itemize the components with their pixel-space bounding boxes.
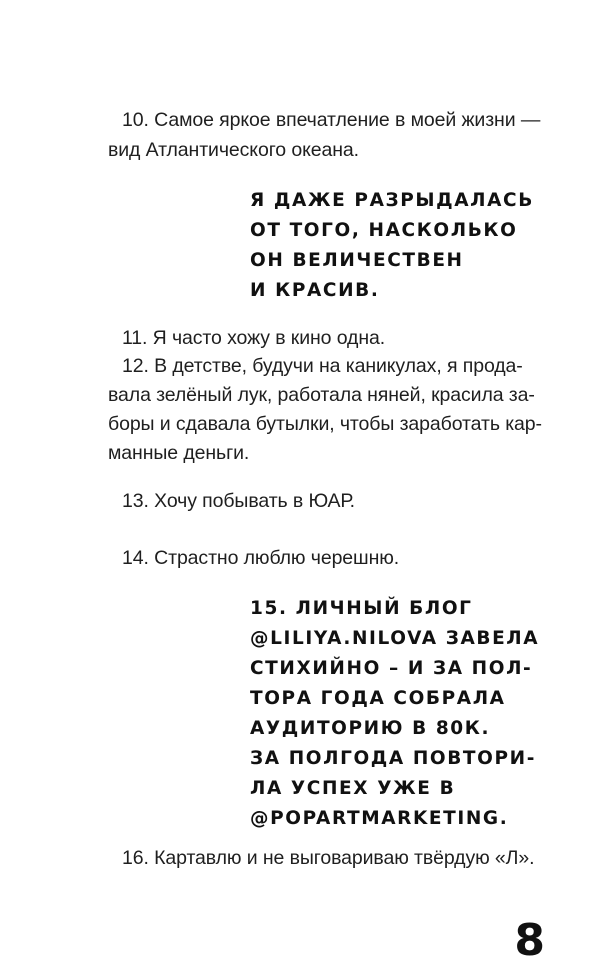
pull-quote-1-line: ОН ВЕЛИЧЕСТВЕН xyxy=(250,250,464,271)
pull-quote-2 xyxy=(250,594,539,834)
item-12-line-3: боры и сдавала бутылки, чтобы заработать кар- xyxy=(108,413,542,435)
item-14-line-1: 14. Страстно люблю черешню. xyxy=(122,547,400,569)
pull-quote-2-line: ЗА ПОЛГОДА ПОВТОРИ- xyxy=(250,748,537,769)
pull-quote-2-line: АУДИТОРИЮ В 80К. xyxy=(250,718,491,739)
pull-quote-1-line: Я ДАЖЕ РАЗРЫДАЛАСЬ xyxy=(250,190,534,211)
pull-quote-1 xyxy=(250,186,534,306)
pull-quote-2-line: 15. ЛИЧНЫЙ БЛОГ xyxy=(250,598,473,619)
item-11-line-1: 11. Я часто хожу в кино одна. xyxy=(122,327,386,349)
item-10-line-1: 10. Самое яркое впечатление в моей жизни — xyxy=(122,109,541,131)
item-12-line-1: 12. В детстве, будучи на каникулах, я прода- xyxy=(122,355,523,377)
item-12-line-2: вала зелёный лук, работала няней, красила за- xyxy=(108,384,535,406)
pull-quote-1-line: ОТ ТОГО, НАСКОЛЬКО xyxy=(250,220,518,241)
page-number: 8 xyxy=(514,915,545,966)
item-16-line-1: 16. Картавлю и не выговариваю твёрдую «Л». xyxy=(122,847,535,869)
pull-quote-2-line: ЛА УСПЕХ УЖЕ В xyxy=(250,778,456,799)
item-10-line-2: вид Атлантического океана. xyxy=(108,139,359,161)
pull-quote-2-line: @LILIYA.NILOVA ЗАВЕЛА xyxy=(250,628,540,649)
pull-quote-2-line: СТИХИЙНО – И ЗА ПОЛ- xyxy=(250,658,533,679)
pull-quote-1-line: И КРАСИВ. xyxy=(250,280,380,301)
item-12-line-4: манные деньги. xyxy=(108,442,250,464)
item-13-line-1: 13. Хочу побывать в ЮАР. xyxy=(122,490,355,512)
pull-quote-2-line: @POPARTMARKETING. xyxy=(250,808,509,829)
pull-quote-2-line: ТОРА ГОДА СОБРАЛА xyxy=(250,688,506,709)
